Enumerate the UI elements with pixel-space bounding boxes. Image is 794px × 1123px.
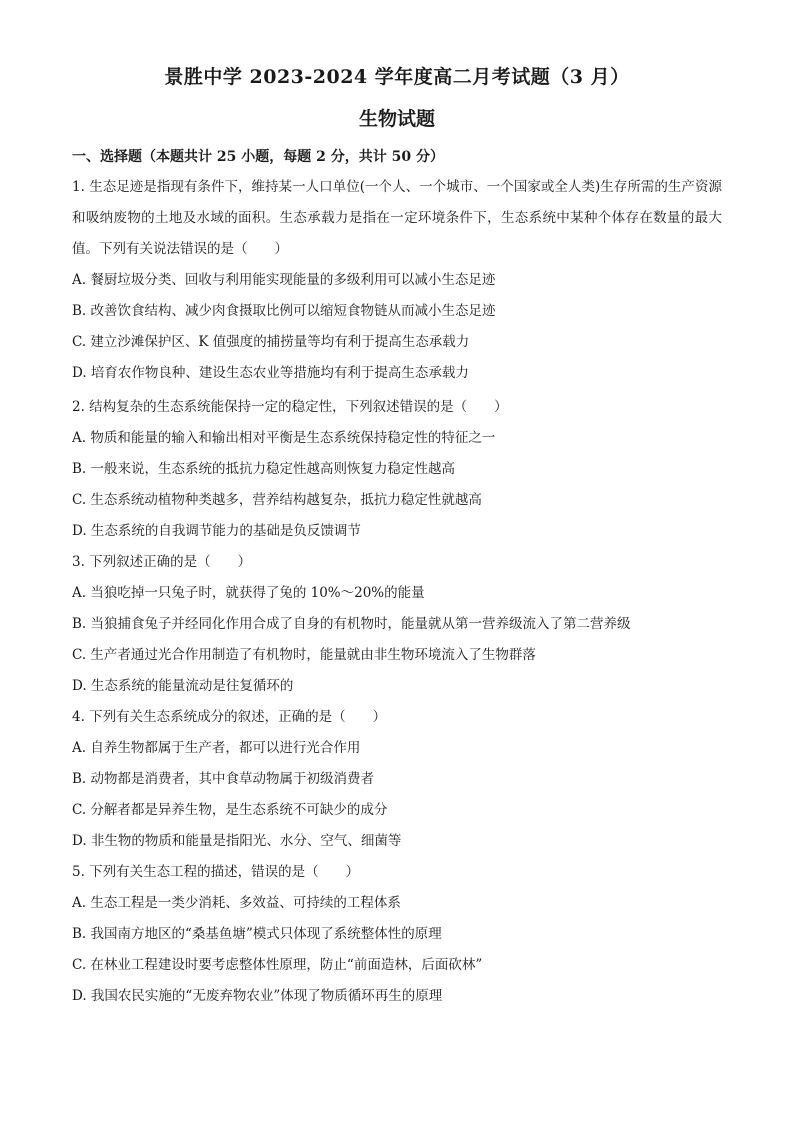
option-a: A. 生态工程是一类少消耗、多效益、可持续的工程体系 [72,895,401,911]
option-a: A. 自养生物都属于生产者，都可以进行光合作用 [72,740,361,756]
question-stem: 5. 下列有关生态工程的描述，错误的是（ ） [72,864,360,880]
option-c: C. 生态系统动植物种类越多，营养结构越复杂，抵抗力稳定性就越高 [72,492,482,508]
question-list [72,172,722,1012]
option-a: A. 餐厨垃圾分类、回收与利用能实现能量的多级利用可以减小生态足迹 [72,272,496,288]
question-stem: 3. 下列叙述正确的是（ ） [72,554,252,570]
page-subtitle: 生物试题 [358,108,435,130]
section-heading: 一、选择题（本题共计 25 小题，每题 2 分，共计 50 分） [72,149,444,165]
option-b: B. 当狼捕食兔子并经同化作用合成了自身的有机物时，能量就从第一营养级流入了第二营养级 [72,616,631,632]
option-d: D. 培育农作物良种、建设生态农业等措施均有利于提高生态承载力 [72,365,469,381]
question-2 [72,392,722,547]
page-title: 景胜中学 2023-2024 学年度高二月考试题（3 月） [164,66,630,88]
question-stem: 4. 下列有关生态系统成分的叙述，正确的是（ ） [72,709,387,725]
question-5 [72,857,722,1012]
option-c: C. 生产者通过光合作用制造了有机物时，能量就由非生物环境流入了生物群落 [72,647,536,663]
question-3 [72,547,722,702]
option-b: B. 动物都是消费者，其中食草动物属于初级消费者 [72,771,375,787]
option-c: C. 在林业工程建设时要考虑整体性原理，防止“前面造林，后面砍林” [72,957,483,973]
option-d: D. 我国农民实施的“无废弃物农业”体现了物质循环再生的原理 [72,988,443,1004]
option-d: D. 生态系统的能量流动是往复循环的 [72,678,294,694]
option-a: A. 物质和能量的输入和输出相对平衡是生态系统保持稳定性的特征之一 [72,430,496,446]
option-b: B. 我国南方地区的“桑基鱼塘”模式只体现了系统整体性的原理 [72,926,442,942]
option-a: A. 当狼吃掉一只兔子时，就获得了兔的 10%～20%的能量 [72,585,425,601]
option-b: B. 改善饮食结构、减少肉食摄取比例可以缩短食物链从而减小生态足迹 [72,303,496,319]
question-stem: 2. 结构复杂的生态系统能保持一定的稳定性，下列叙述错误的是（ ） [72,399,508,415]
option-d: D. 非生物的物质和能量是指阳光、水分、空气、细菌等 [72,833,402,849]
option-b: B. 一般来说，生态系统的抵抗力稳定性越高则恢复力稳定性越高 [72,461,456,477]
option-d: D. 生态系统的自我调节能力的基础是负反馈调节 [72,523,361,539]
option-c: C. 建立沙滩保护区、K 值强度的捕捞量等均有利于提高生态承载力 [72,334,470,350]
question-4 [72,702,722,857]
question-1 [72,172,722,389]
option-c: C. 分解者都是异养生物，是生态系统不可缺少的成分 [72,802,388,818]
question-stem: 1. 生态足迹是指现有条件下，维持某一人口单位(一个人、一个城市、一个国家或全人类)生存所需的生产资源和吸纳废物的土地及水域的面积。生态承载力是指在一定环境条件下，生态系统中某种个体存在数量的最大值。下列有关说法错误的是（ ） [72,179,722,257]
